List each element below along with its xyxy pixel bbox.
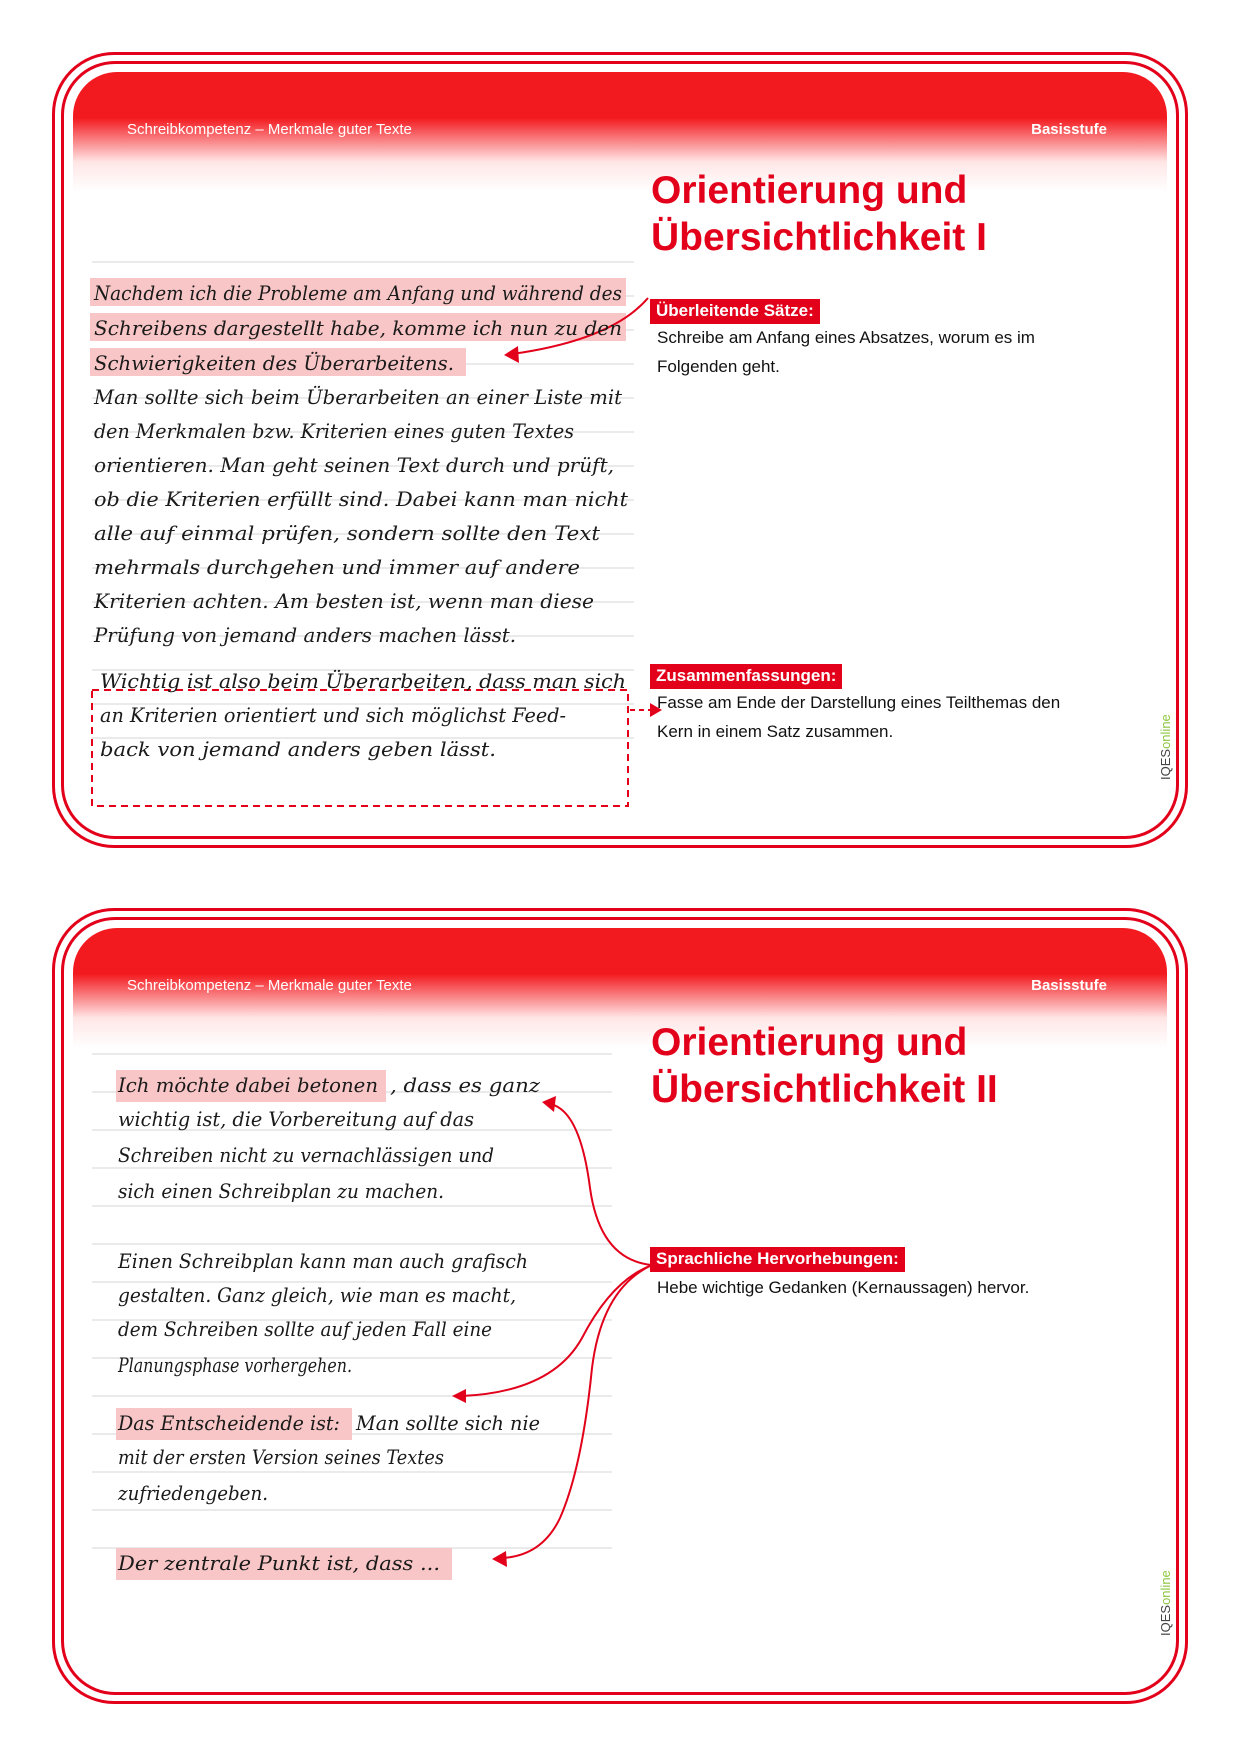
description-line: Schreibe am Anfang eines Absatzes, worum es im [657, 328, 1035, 347]
header-title: Schreibkompetenz – Merkmale guter Texte [127, 121, 412, 138]
handwriting-line: Der zentrale Punkt ist, dass ... [116, 1551, 441, 1575]
annotation-tag-transition-sentences: Überleitende Sätze: [650, 299, 820, 324]
worksheet-card-2 [52, 908, 1188, 1704]
handwriting-line: Einen Schreibplan kann man auch grafisch [117, 1249, 528, 1273]
annotation-tag-linguistic-emphasis: Sprachliche Hervorhebungen: [650, 1247, 905, 1272]
header-level: Basisstufe [1031, 977, 1107, 994]
handwriting-line: Planungsphase vorhergehen. [117, 1353, 352, 1377]
handwriting-line: sich einen Schreibplan zu machen. [118, 1179, 444, 1203]
handwriting-line: dem Schreiben sollte auf jeden Fall eine [118, 1317, 492, 1341]
handwriting-line: alle auf einmal prüfen, sondern sollte den Text [94, 521, 602, 545]
annotation-tag-summaries: Zusammenfassungen: [650, 664, 842, 689]
handwriting-line: Schreiben nicht zu vernachlässigen und [118, 1143, 494, 1167]
handwriting-line: gestalten. Ganz gleich, wie man es macht, [118, 1283, 516, 1307]
heading-line: Übersichtlichkeit I [651, 216, 987, 259]
arrow-connector [550, 1104, 652, 1265]
iqes-online-logo: IQESonline [1158, 1570, 1173, 1636]
heading-line: Orientierung und [651, 169, 968, 212]
heading-line: Übersichtlichkeit II [651, 1068, 998, 1111]
handwriting-line: Schreibens dargestellt habe, komme ich nun zu den [94, 316, 622, 340]
handwriting-line: zufriedengeben. [117, 1481, 268, 1505]
handwriting-line: Man sollte sich nie [355, 1411, 540, 1435]
handwriting-line: Ich möchte dabei betonen [117, 1073, 378, 1097]
worksheet-card-1 [52, 52, 1188, 848]
handwriting-line: Nachdem ich die Probleme am Anfang und während des [93, 281, 623, 305]
arrow-head [452, 1389, 466, 1403]
handwriting-line: Das Entscheidende ist: [117, 1411, 340, 1435]
handwriting-line: ob die Kriterien erfüllt sind. Dabei kann man nicht [94, 487, 630, 511]
annotation-description [657, 1273, 1177, 1302]
handwritten-text-area [52, 908, 1188, 1704]
header-title: Schreibkompetenz – Merkmale guter Texte [127, 977, 412, 994]
iqes-online-logo: IQESonline [1158, 714, 1173, 780]
arrow-head [492, 1551, 507, 1567]
handwriting-line: Wichtig ist also beim Überarbeiten, dass man sich [100, 669, 611, 693]
handwriting-line: orientieren. Man geht seinen Text durch und prüft, [94, 453, 614, 477]
description-line: Kern in einem Satz zusammen. [657, 722, 894, 741]
annotation-description [657, 323, 1177, 381]
heading-line: Orientierung und [651, 1021, 968, 1064]
handwriting-line: Man sollte sich beim Überarbeiten an einer Liste mit [94, 385, 633, 409]
handwriting-line: mehrmals durchgehen und immer auf andere [94, 555, 580, 579]
handwriting-line: Prüfung von jemand anders machen lässt. [93, 623, 516, 647]
handwriting-line: den Merkmalen bzw. Kriterien eines guten Textes [94, 419, 574, 443]
handwriting-line: Schwierigkeiten des Überarbeitens. [94, 351, 460, 375]
handwriting-line: , dass es ganz [390, 1073, 541, 1097]
description-line: Hebe wichtige Gedanken (Kernaussagen) hervor. [657, 1278, 1030, 1297]
handwriting-line: an Kriterien orientiert und sich möglichst Feed- [100, 703, 567, 727]
handwriting-line: back von jemand anders geben lässt. [100, 737, 496, 761]
handwriting-line: mit der ersten Version seines Textes [118, 1445, 444, 1469]
annotation-description [657, 688, 1177, 746]
header-level: Basisstufe [1031, 121, 1107, 138]
arrow-head [504, 346, 519, 363]
handwriting-line: wichtig ist, die Vorbereitung auf das [118, 1107, 474, 1131]
description-line: Folgenden geht. [657, 357, 780, 376]
description-line: Fasse am Ende der Darstellung eines Teilthemas den [657, 693, 1061, 712]
arrow-head [542, 1096, 556, 1112]
handwriting-line: Kriterien achten. Am besten ist, wenn man diese [92, 589, 595, 613]
